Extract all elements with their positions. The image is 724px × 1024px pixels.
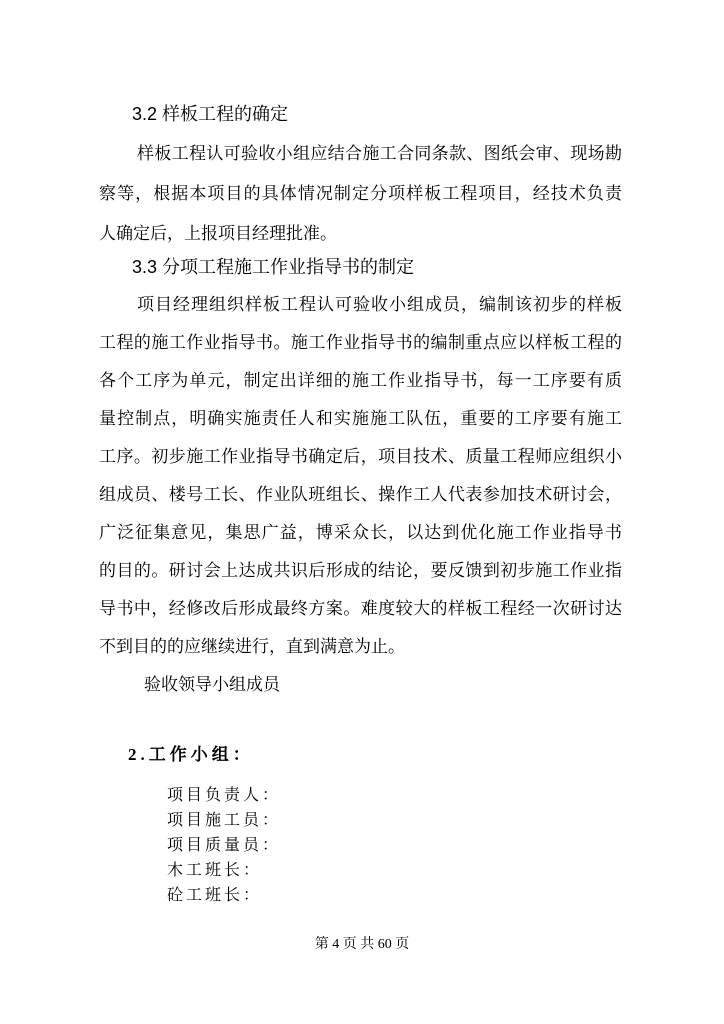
paragraph-line: 察等，根据本项目的具体情况制定分项样板工程项目，经技术负责 [99,184,622,203]
workgroup-role-item: 砼工班长： [167,887,263,904]
acceptance-group-members-line: 验收领导小组成员 [144,675,280,694]
paragraph-line: 人确定后，上报项目经理批准。 [99,224,337,243]
workgroup-role-item: 项目施工员： [167,812,282,829]
section-heading-3-3: 3.3 分项工程施工作业指导书的制定 [132,257,415,277]
page-footer: 第 4 页 共 60 页 [314,937,410,952]
paragraph-line: 项目经理组织样板工程认可验收小组成员，编制该初步的样板 [137,295,622,314]
paragraph-line: 组成员、楼号工长、作业队班组长、操作工人代表参加技术研讨会， [99,485,622,504]
paragraph-line: 的目的。研讨会上达成共识后形成的结论，要反馈到初步施工作业指 [99,561,622,580]
paragraph-3-3 [99,286,622,666]
paragraph-line: 工序。初步施工作业指导书确定后，项目技术、质量工程师应组织小 [99,447,622,466]
paragraph-line: 不到目的的应继续进行，直到满意为止。 [99,637,405,656]
paragraph-line: 各个工序为单元，制定出详细的施工作业指导书，每一工序要有质 [99,371,622,390]
paragraph-line: 样板工程认可验收小组应结合施工合同条款、图纸会审、现场勘 [137,144,622,163]
section-heading-3-2: 3.2 样板工程的确定 [132,104,289,124]
workgroup-role-item: 项目负责人： [167,787,282,804]
workgroup-heading: 2.工作小组： [128,745,254,764]
workgroup-role-item: 木工班长： [167,862,263,879]
document-content [99,94,622,908]
paragraph-line: 导书中，经修改后形成最终方案。难度较大的样板工程经一次研讨达 [99,599,622,618]
paragraph-line: 广泛征集意见，集思广益，博采众长，以达到优化施工作业指导书 [99,523,622,542]
paragraph-line: 量控制点，明确实施责任人和实施施工队伍，重要的工序要有施工 [99,409,622,428]
paragraph-line: 工程的施工作业指导书。施工作业指导书的编制重点应以样板工程的 [99,333,622,352]
workgroup-role-list [99,783,622,908]
workgroup-role-item: 项目质量员： [167,837,282,854]
paragraph-3-2 [99,134,622,254]
